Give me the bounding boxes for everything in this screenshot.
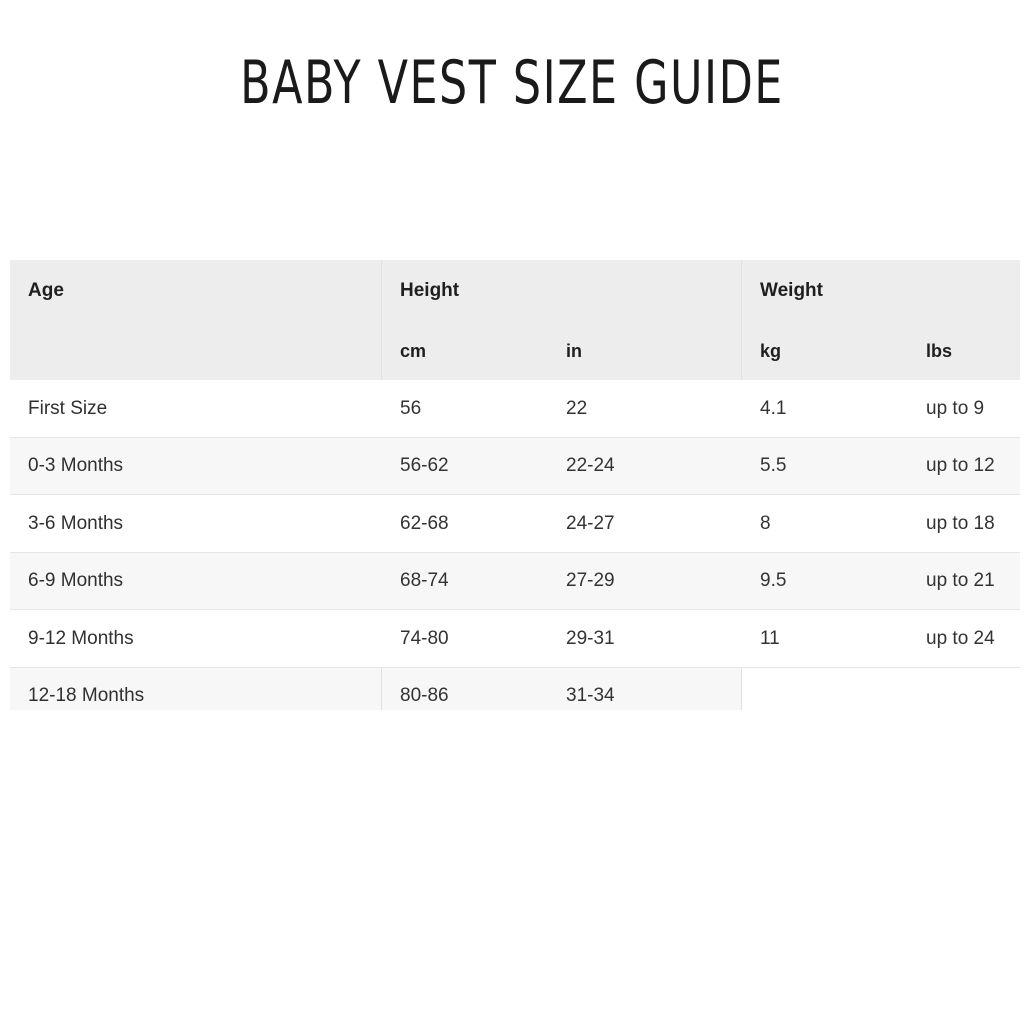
cell-weight-lbs: up to 9 <box>908 380 1020 438</box>
cell-height-in: 22 <box>548 380 742 438</box>
cell-height-cm: 74-80 <box>382 610 548 668</box>
table-row <box>10 610 1020 668</box>
cell-age: First Size <box>10 380 382 438</box>
cell-height-cm: 56-62 <box>382 438 548 496</box>
cell-weight-kg: 5.5 <box>742 438 908 496</box>
cell-height-in: 22-24 <box>548 438 742 496</box>
cell-age: 3-6 Months <box>10 495 382 553</box>
table-row <box>10 668 1020 711</box>
col-subheader-in: in <box>548 322 742 380</box>
cell-age: 0-3 Months <box>10 438 382 496</box>
cell-height-cm: 80-86 <box>382 668 548 711</box>
col-subheader-lbs: lbs <box>908 322 1020 380</box>
table-head-row-groups <box>10 260 1020 322</box>
cell-weight-kg: 9.5 <box>742 553 908 611</box>
col-subheader-cm: cm <box>382 322 548 380</box>
col-subheader-kg: kg <box>742 322 908 380</box>
cell-weight-lbs <box>908 668 1020 711</box>
size-table-container <box>10 260 1020 710</box>
cell-weight-kg: 4.1 <box>742 380 908 438</box>
cell-weight-lbs: up to 24 <box>908 610 1020 668</box>
col-header-age: Age <box>10 260 382 322</box>
cell-age: 9-12 Months <box>10 610 382 668</box>
cell-age: 12-18 Months <box>10 668 382 711</box>
cell-age: 6-9 Months <box>10 553 382 611</box>
cell-height-in: 24-27 <box>548 495 742 553</box>
cell-weight-kg: 8 <box>742 495 908 553</box>
table-row <box>10 495 1020 553</box>
col-header-height: Height <box>382 260 742 322</box>
cell-height-cm: 68-74 <box>382 553 548 611</box>
size-table <box>10 260 1020 710</box>
table-row <box>10 553 1020 611</box>
table-head <box>10 260 1020 380</box>
cell-weight-lbs: up to 12 <box>908 438 1020 496</box>
cell-height-cm: 56 <box>382 380 548 438</box>
cell-weight-lbs: up to 18 <box>908 495 1020 553</box>
cell-height-cm: 62-68 <box>382 495 548 553</box>
cell-weight-kg <box>742 668 908 711</box>
col-subheader-age-blank <box>10 322 382 380</box>
table-head-row-units <box>10 322 1020 380</box>
page-title: BABY VEST SIZE GUIDE <box>240 48 784 118</box>
cell-weight-lbs: up to 21 <box>908 553 1020 611</box>
cell-height-in: 29-31 <box>548 610 742 668</box>
cell-height-in: 27-29 <box>548 553 742 611</box>
table-body <box>10 380 1020 710</box>
table-row <box>10 380 1020 438</box>
table-row <box>10 438 1020 496</box>
col-header-weight: Weight <box>742 260 1020 322</box>
cell-weight-kg: 11 <box>742 610 908 668</box>
cell-height-in: 31-34 <box>548 668 742 711</box>
